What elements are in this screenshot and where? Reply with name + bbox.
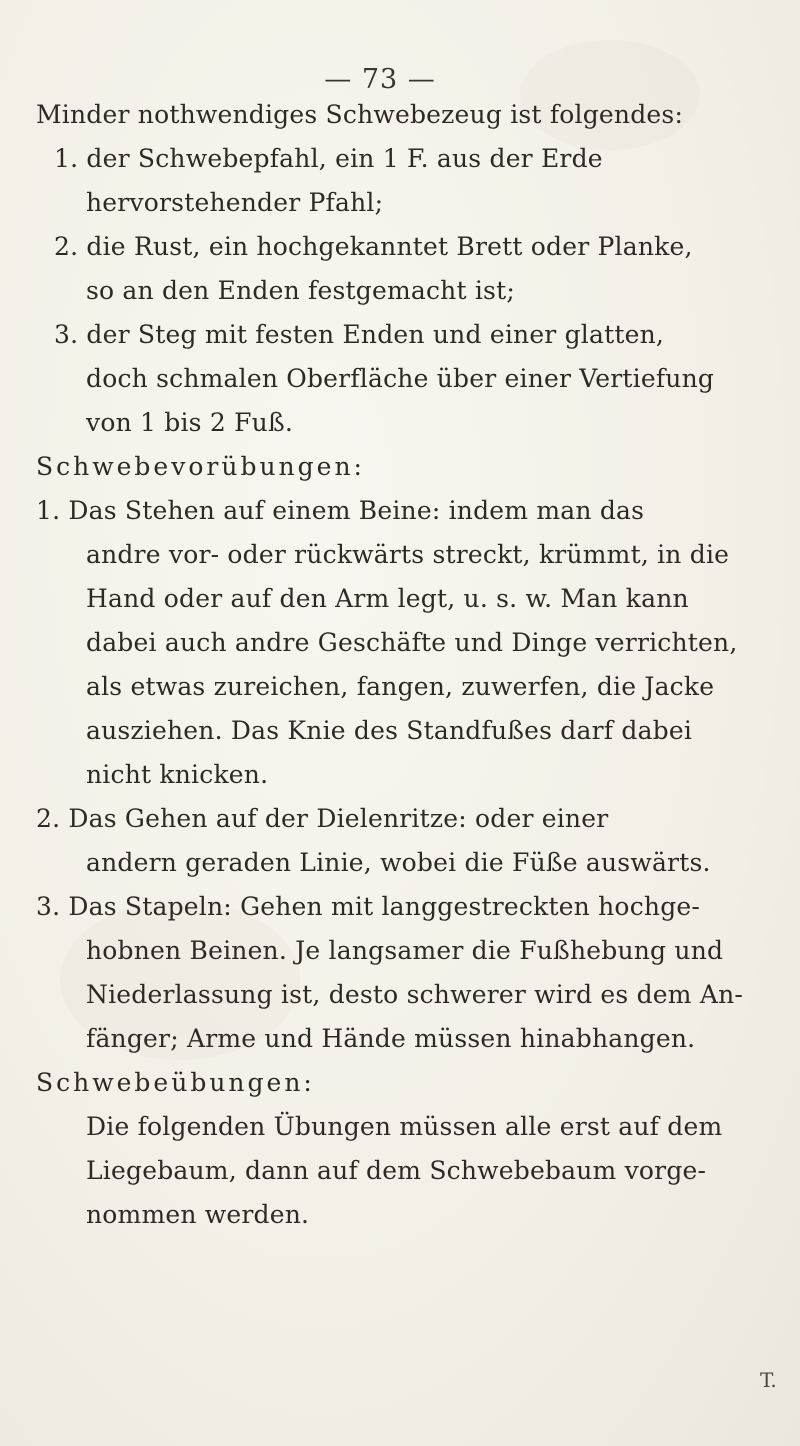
text-line: von 1 bis 2 Fuß. (86, 408, 293, 437)
text-line: 3. Das Stapeln: Gehen mit langgestreckten hochge- (36, 892, 701, 921)
text-line: andre vor- oder rückwärts streckt, krümmt, in die (86, 540, 730, 569)
text-line: doch schmalen Oberfläche über einer Vertiefung (86, 364, 715, 393)
text-line: so an den Enden festgemacht ist; (86, 276, 515, 305)
text-line: 1. der Schwebepfahl, ein 1 F. aus der Erde (54, 144, 603, 173)
text-line: hobnen Beinen. Je langsamer die Fußhebung und (86, 936, 724, 965)
text-line: nommen werden. (86, 1200, 310, 1229)
text-line: Niederlassung ist, desto schwerer wird es dem An- (86, 980, 744, 1009)
text-line: 2. Das Gehen auf der Dielenritze: oder einer (36, 804, 609, 833)
page-number: — 73 — (324, 64, 436, 95)
text-line: ausziehen. Das Knie des Standfußes darf dabei (86, 716, 693, 745)
text-line: 2. die Rust, ein hochgekanntet Brett oder Planke, (54, 232, 693, 261)
text-line: Minder nothwendiges Schwebezeug ist folgendes: (36, 100, 684, 129)
section-heading-vorubungen: Schwebevorübungen: (36, 452, 365, 481)
text-line: hervorstehender Pfahl; (86, 188, 384, 217)
text-line: als etwas zureichen, fangen, zuwerfen, die Jacke (86, 672, 715, 701)
text-line: Die folgenden Übungen müssen alle erst auf dem (86, 1112, 723, 1141)
text-line: Liegebaum, dann auf dem Schwebebaum vorge- (86, 1156, 707, 1185)
text-line: nicht knicken. (86, 760, 269, 789)
paper-stain (520, 40, 700, 150)
text-line: 1. Das Stehen auf einem Beine: indem man das (36, 496, 645, 525)
signature-mark: T. (760, 1368, 777, 1392)
section-heading-schwebeubungen: Schwebeübungen: (36, 1068, 315, 1097)
text-line: 3. der Steg mit festen Enden und einer glatten, (54, 320, 665, 349)
text-line: Hand oder auf den Arm legt, u. s. w. Man kann (86, 584, 689, 613)
text-line: andern geraden Linie, wobei die Füße auswärts. (86, 848, 711, 877)
text-line: fänger; Arme und Hände müssen hinabhangen. (86, 1024, 696, 1053)
text-line: dabei auch andre Geschäfte und Dinge verrichten, (86, 628, 738, 657)
